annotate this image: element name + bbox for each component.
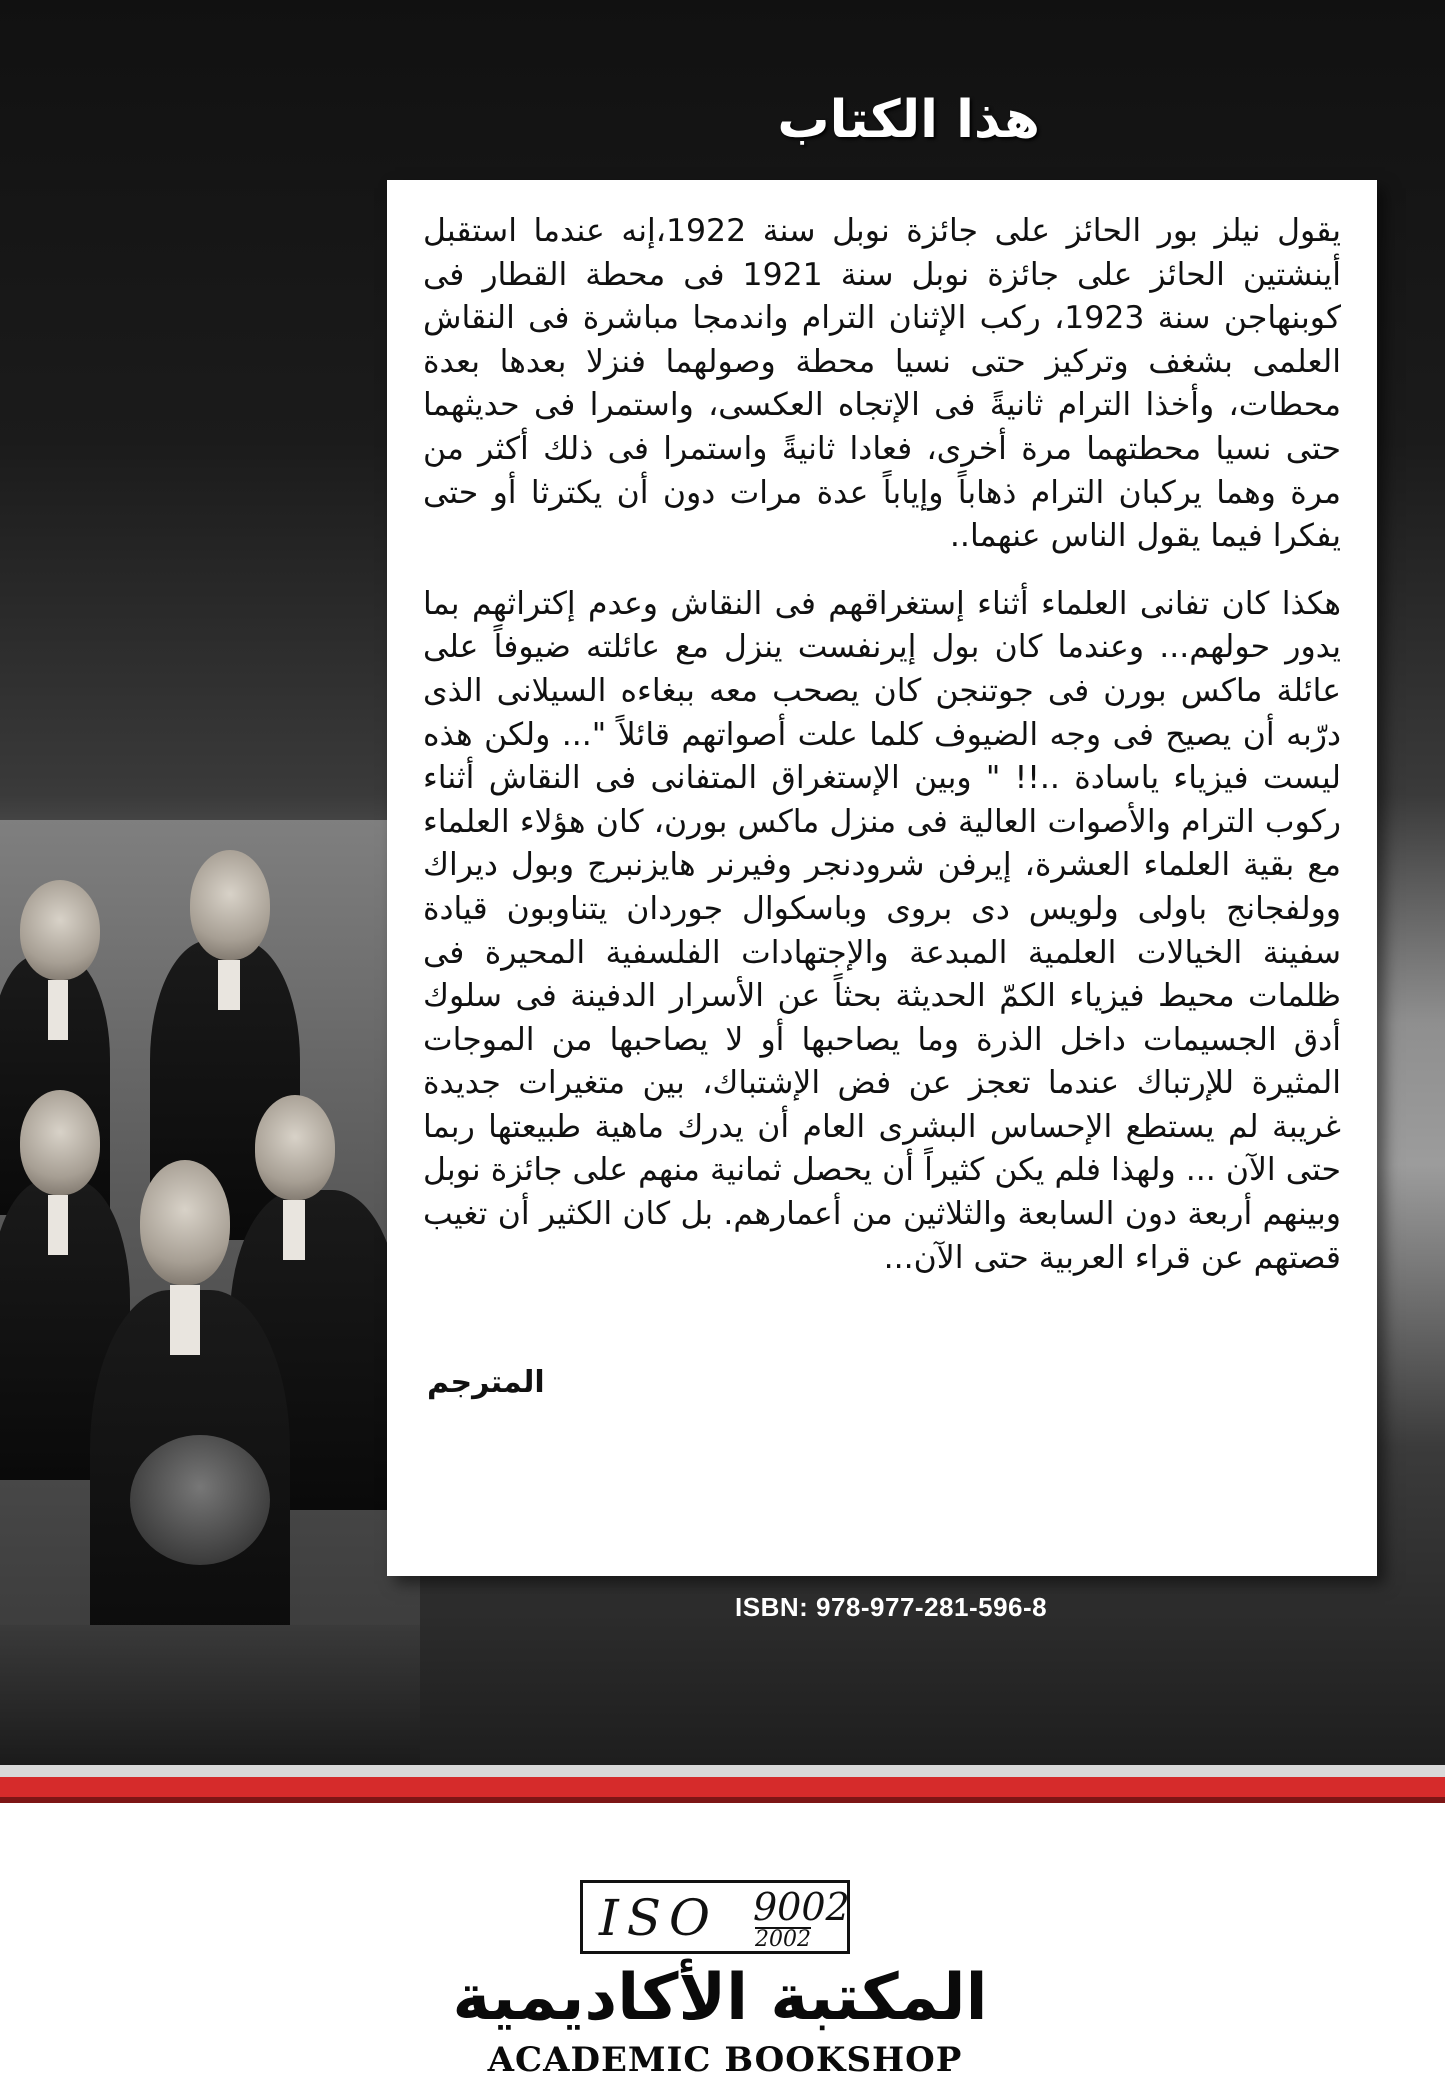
blurb-text-box: [387, 180, 1377, 1576]
iso-standard-year: 2002: [755, 1927, 811, 1952]
translator-signature: المترجم: [427, 1365, 545, 1400]
blurb-paragraph-1: يقول نيلز بور الحائز على جائزة نوبل سنة 1922،إنه عندما استقبل أينشتين الحائز على جائزة نوبل سنة 1921 فى محطة القطار فى كوبنهاجن سنة 1923، ركب الإثنان الترام واندمجا مباشرة فى النقاش العلمى بشغف وتركيز حتى نسيا محطة وصولهما فنزلا بعدها بعدة محطات، وأخذا الترام ثانيةً فى الإتجاه العكسى، واستمرا فى حديثهما حتى نسيا محطتهما مرة أخرى، فعادا ثانيةً واستمرا فى ذلك أكثر من مرة وهما يركبان الترام ذهاباً وإياباً عدة مرات دون أن يكترثا أو حتى يفكرا فيما يقول الناس عنهما..: [423, 213, 1341, 555]
publisher-logo-arabic: المكتبة الأكاديمية: [452, 1961, 988, 2035]
historical-group-photo: [0, 820, 420, 1765]
isbn-number: ISBN: 978-977-281-596-8: [735, 1592, 1048, 1622]
iso-label: ISO: [599, 1889, 718, 1947]
iso-standard-number: 9002: [753, 1885, 850, 1929]
hat: [130, 1435, 270, 1565]
iso-certification-badge: [580, 1880, 850, 1954]
photo-floor: [0, 1625, 420, 1765]
divider-band-dark-red: [0, 1797, 1445, 1803]
divider-band-light: [0, 1765, 1445, 1777]
cover-title: هذا الكتاب: [777, 90, 1040, 150]
publisher-name-english: ACADEMIC BOOKSHOP: [487, 2040, 963, 2080]
divider-band-red: [0, 1777, 1445, 1797]
blurb-paragraph-2: هكذا كان تفانى العلماء أثناء إستغراقهم فى النقاش وعدم إكتراثهم بما يدور حولهم... وعندما كان بول إيرنفست ينزل مع عائلته ضيوفاً على عائلة ماكس بورن فى جوتنجن كان يصحب معه ببغاءه السيلانى الذى درّبه أن يصيح فى وجه الضيوف كلما علت أصواتهم قائلاً "... ولكن هذه ليست فيزياء ياسادة ..!! " وبين الإستغراق المتفانى فى النقاش أثناء ركوب الترام والأصوات العالية فى منزل ماكس بورن، كان هؤلاء العلماء مع بقية العلماء العشرة، إيرفن شرودنجر وفيرنر هايزنبرج وبول ديراك وولفجانج باولى ولويس دى بروى وباسكوال جوردان يتناوبون قيادة سفينة الخيالات العلمية المبدعة والإجتهادات الفلسفية المحيرة فى ظلمات محيط فيزياء الكمّ الحديثة بحثاً عن الأسرار الدفينة فى سلوك أدق الجسيمات داخل الذرة وما يصاحبها أو لا يصاحبها من الموجات المثيرة للإرتباك عندما تعجز عن فض الإشتباك، بين متغيرات جديدة غريبة لم يستطع الإحساس البشرى العام أن يدرك ماهية طبيعتها ربما حتى الآن ... ولهذا فلم يكن كثيراً أن يحصل ثمانية منهم على جائزة نوبل وبينهم أربعة دون السابعة والثلاثين من أعمارهم. بل كان الكثير أن تغيب قصتهم عن قراء العربية حتى الآن...: [423, 585, 1341, 1276]
